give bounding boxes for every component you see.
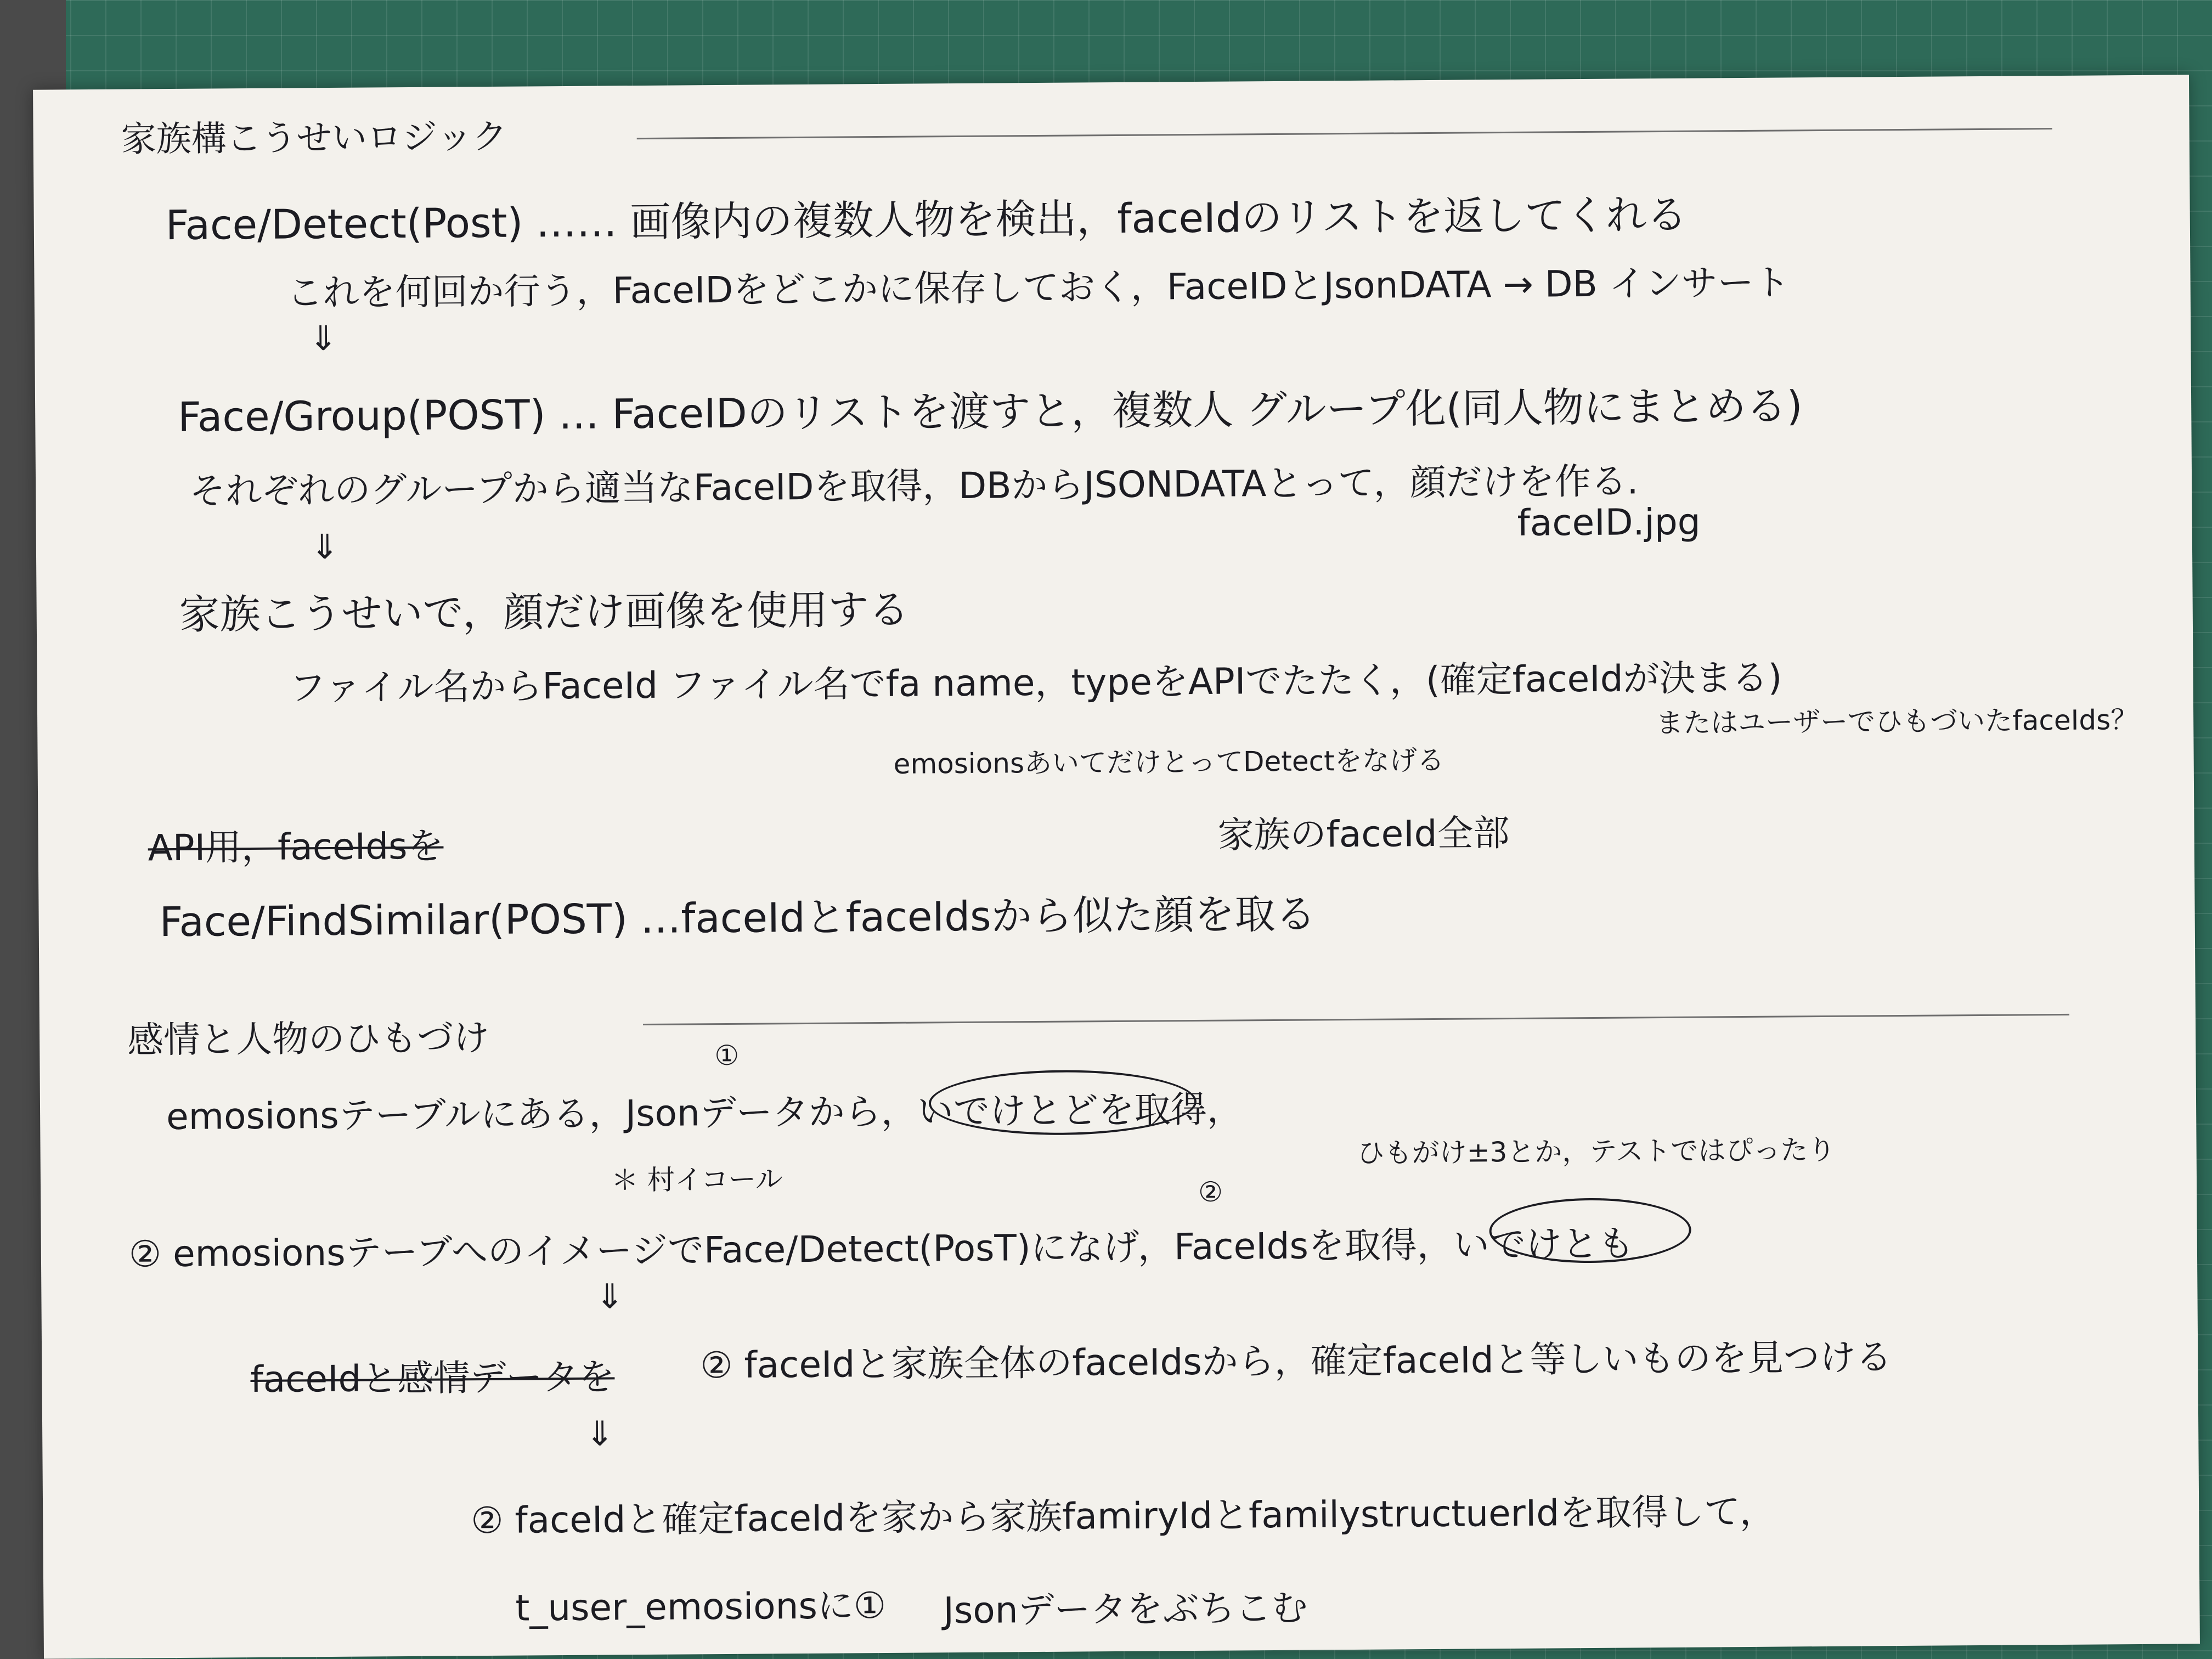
circle-annotation-2	[1489, 1198, 1691, 1264]
note-line-confirm-faceid: ② faceIdと家族全体のfaceIdsから，確定faceIdと等しいものを見つける	[700, 1336, 1892, 1387]
note-line-emosions-image: ② emosionsテーブへのイメージでFace/Detect(PosT)になげ，FaceIdsを取得，いでけとも	[128, 1222, 1635, 1276]
note-line-family-faceids: 家族のfaceId全部	[1217, 811, 1510, 856]
note-line-json-insert: Jsonデータをぶちこむ	[943, 1587, 1308, 1632]
note-line-emosions-table: emosionsテーブルにある，Jsonデータから，いでけとどを取得，	[166, 1088, 1244, 1138]
note-line-family-ids: ② faceIdと確定faceIdを家から家族famiryIdとfamilystructuerIdを取得して，	[471, 1490, 1776, 1542]
note-line-equal: ＊ 村イコール	[611, 1163, 783, 1197]
note-line-emosions-detect: emosionsあいてだけとってDetectをなげる	[893, 744, 1444, 780]
note-line-faceid-emotion-strike: faceIdと感情データを	[250, 1356, 615, 1401]
note-line-group-select: それぞれのグループから適当なFaceIDを取得，DBからJSONDATAとって，顔だけを作る.	[189, 460, 1639, 512]
note-line-user-emosions: t_user_emosionsに①	[515, 1584, 887, 1629]
title-rule	[637, 128, 2052, 139]
note-title: 家族構こうせいロジック	[121, 116, 507, 160]
handwritten-note-paper	[33, 75, 2200, 1658]
note-line-repeat: これを何回か行う，FaceIDをどこかに保存しておく，FaceIDとJsonDATA → DB インサート	[286, 261, 1791, 314]
down-arrow-2: ⇓	[310, 526, 340, 567]
section2-title: 感情と人物のひもづけ	[127, 1016, 490, 1062]
down-arrow-1: ⇓	[308, 318, 338, 359]
note-line-face-group: Face/Group(POST) … FaceIDのリストを渡すと，複数人 グループ化(同人物にまとめる)	[177, 382, 1803, 441]
down-arrow-4: ⇓	[585, 1413, 614, 1454]
section2-rule	[643, 1014, 2069, 1025]
note-line-family: 家族こうせいで，顔だけ画像を使用する	[179, 586, 910, 639]
note-line-api: ファイル名からFaceId ファイル名でfa name，typeをAPIでたたく，(確定faceIdが決まる)	[289, 656, 1782, 709]
note-filename: faceID.jpg	[1517, 500, 1701, 544]
note-line-find-similar: Face/FindSimilar(POST) …faceIdとfaceIdsから似た顔を取る	[159, 890, 1316, 946]
down-arrow-3: ⇓	[595, 1276, 624, 1317]
circled-number-2a: ②	[1198, 1176, 1223, 1208]
note-line-face-detect: Face/Detect(Post) …… 画像内の複数人物を検出，faceIdのリストを返してくれる	[165, 191, 1688, 250]
note-line-tolerance: ひもがけ±3とか，テストではぴったり	[1357, 1133, 1836, 1169]
note-line-user-faceids: またはユーザーでひもづいたfaceIds？	[1655, 703, 2138, 740]
circled-number-1: ①	[714, 1039, 740, 1072]
note-line-api-strike: API用，faceIdsを	[148, 825, 444, 870]
